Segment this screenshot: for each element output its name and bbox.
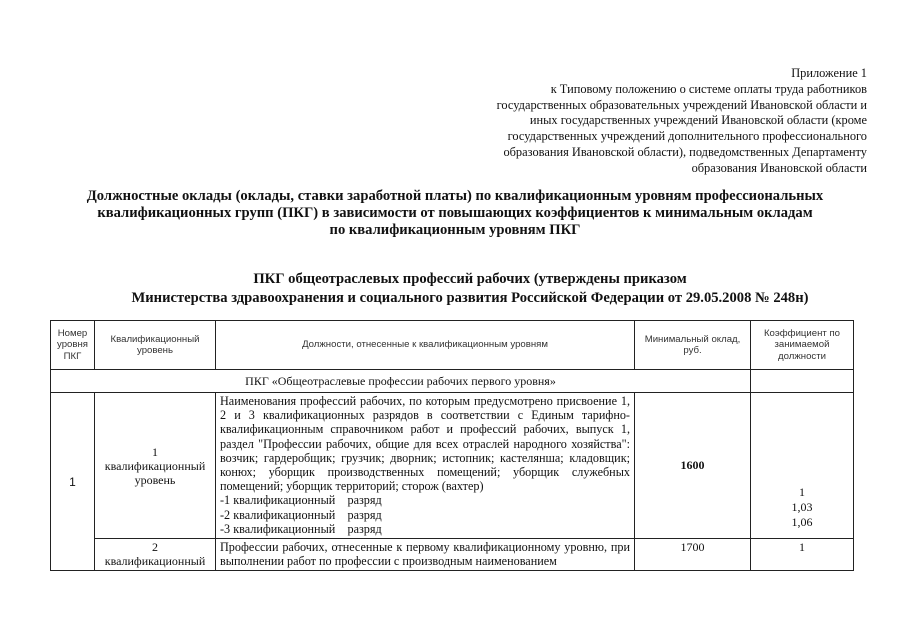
qual-level-number: 2 — [152, 540, 158, 555]
coefficient-value: 1,06 — [791, 515, 813, 530]
title-line: по квалификационным уровням ПКГ — [329, 222, 581, 238]
coefficient-value: 1 — [799, 485, 805, 500]
min-salary-cell — [635, 539, 751, 571]
group-title-empty-cell — [751, 370, 854, 393]
appendix-note — [427, 66, 867, 177]
subtitle-line: Министерства здравоохранения и социального развития Российской Федерации от 29.05.2008 № 248н) — [131, 290, 809, 306]
header-level-no: Номер уровня ПКГ — [51, 321, 95, 370]
coefficient-value: 1,03 — [791, 500, 813, 515]
positions-description: Наименования профессий рабочих, по которым предусмотрено присвоение 1, 2 и 3 квалификационных разрядов в соответствии с Единым тарифно-квалификационным справочником работ и профессий рабочих, выпуск 1, раздел "Профессии рабочих, общие для всех отраслей народного хозяйства": возчик; гардеробщик; грузчик; дворник; истопник; кастелянша; кладовщик; конюх; уборщик производственных помещений; уборщик служебных помещений; уборщик территорий; сторож (вахтер) — [220, 394, 630, 494]
table-row — [51, 539, 854, 571]
grade-item: -2 квалификационный разряд — [220, 507, 382, 522]
appendix-line: Приложение 1 — [791, 66, 867, 80]
group-title: ПКГ «Общеотраслевые профессии рабочих первого уровня» — [51, 370, 751, 393]
appendix-line: к Типовому положению о системе оплаты труда работников — [550, 81, 867, 96]
appendix-line: государственных учреждений дополнительного профессионального — [507, 129, 867, 144]
document-title — [60, 188, 850, 239]
qual-level-cell — [95, 539, 216, 571]
coefficient-cell — [751, 393, 854, 539]
appendix-line: государственных образовательных учреждений Ивановской области и — [496, 97, 867, 112]
grade-item: -3 квалификационный разряд — [220, 521, 382, 536]
positions-description: Профессии рабочих, отнесенные к первому квалификационному уровню, при выполнении работ по профессии с производным наименованием — [220, 540, 630, 569]
table-row — [51, 393, 854, 539]
qual-level-text: квалификационный уровень — [104, 458, 206, 487]
header-positions: Должности, отнесенные к квалификационным уровням — [216, 321, 635, 370]
table-header-row — [51, 321, 854, 370]
header-coefficient: Коэффициент по занимаемой должности — [751, 321, 854, 370]
level-number: 1 — [51, 393, 95, 571]
appendix-line: иных государственных учреждений Ивановской области (кроме — [529, 113, 867, 128]
header-min-salary: Минимальный оклад, руб. — [635, 321, 751, 370]
qual-level-cell — [95, 393, 216, 539]
appendix-line: образования Ивановской области), подведомственных Департаменту — [503, 144, 867, 159]
grades-list — [220, 493, 630, 536]
title-line: квалификационных групп (ПКГ) в зависимости от повышающих коэффициентов к минимальным окладам — [97, 205, 813, 221]
min-salary-cell: 1600 — [635, 393, 751, 539]
qual-level-number: 1 — [152, 444, 158, 459]
coefficient-cell — [751, 539, 854, 571]
group-title-row — [51, 370, 854, 393]
subtitle-line: ПКГ общеотраслевых профессий рабочих (утверждены приказом — [253, 271, 687, 287]
positions-cell — [216, 539, 635, 571]
coefficient-value: 1 — [799, 540, 805, 555]
positions-cell — [216, 393, 635, 539]
qual-level-text: квалификационный — [104, 554, 206, 569]
appendix-line: образования Ивановской области — [691, 160, 867, 175]
section-subtitle — [90, 270, 850, 308]
pkg-table — [50, 320, 854, 571]
grade-item: -1 квалификационный разряд — [220, 493, 382, 508]
title-line: Должностные оклады (оклады, ставки заработной платы) по квалификационным уровням профессиональных — [86, 188, 824, 204]
header-qual-level: Квалификационный уровень — [95, 321, 216, 370]
min-salary-value: 1700 — [680, 540, 705, 555]
